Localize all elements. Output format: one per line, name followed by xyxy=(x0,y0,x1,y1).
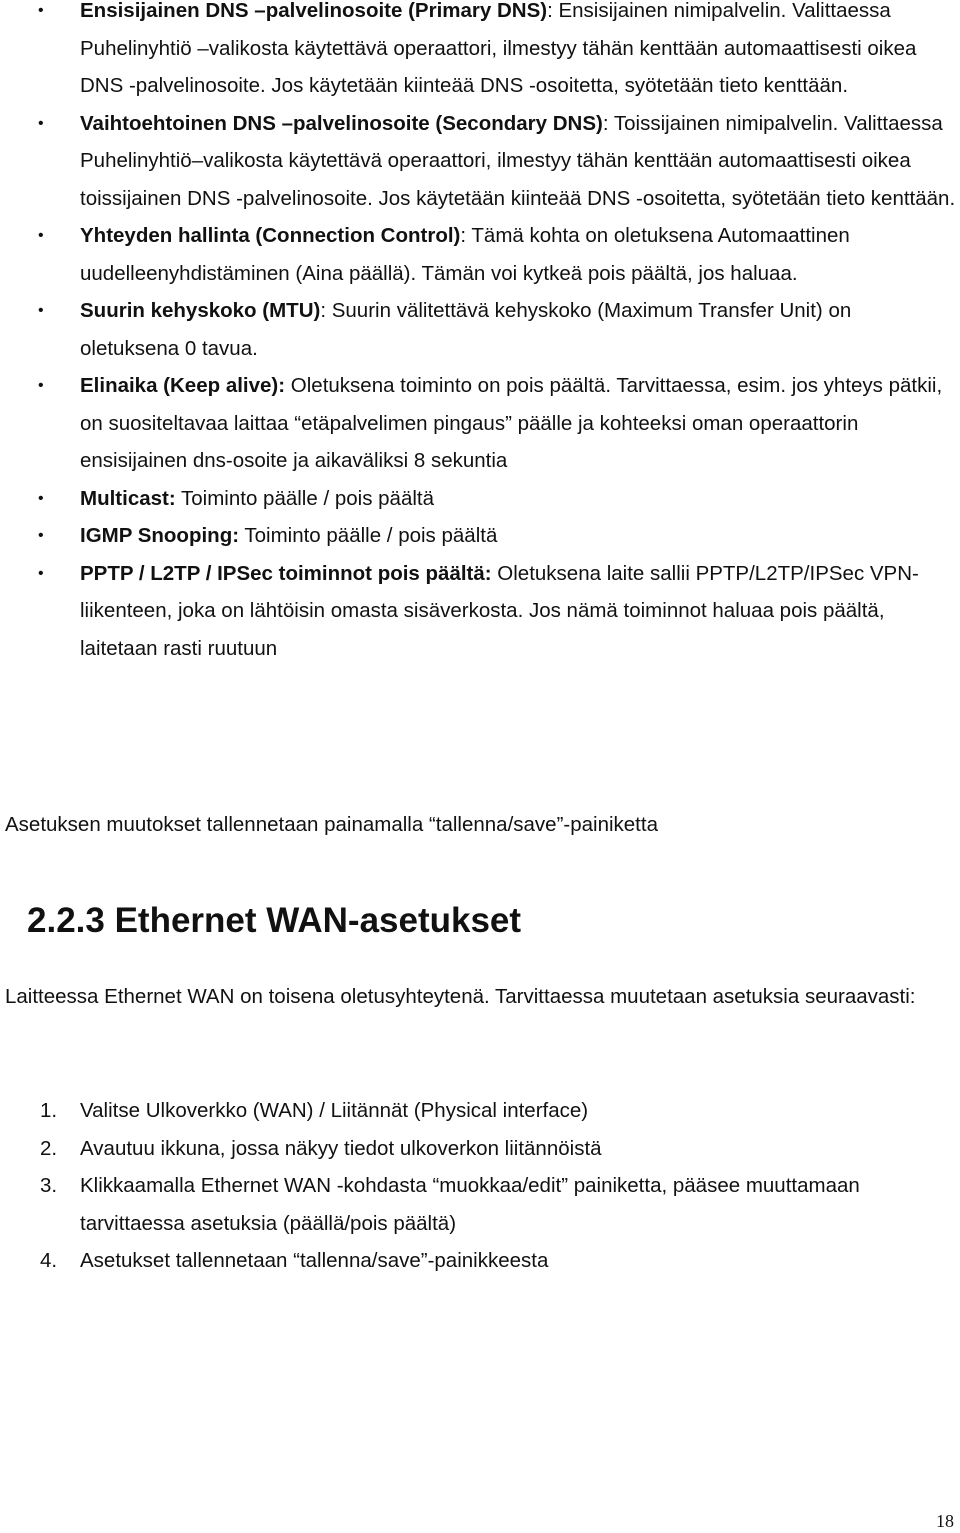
intro-paragraph: Laitteessa Ethernet WAN on toisena oletusyhteytenä. Tarvittaessa muutetaan asetuksia seuraavasti: xyxy=(5,985,916,1008)
bullet-icon: • xyxy=(38,489,44,507)
list-item xyxy=(0,0,960,105)
term-description: : Suurin välitettävä kehyskoko (Maximum Transfer Unit) on oletuksena 0 tavua. xyxy=(80,299,852,360)
list-item xyxy=(0,555,960,668)
list-item xyxy=(0,1130,960,1168)
term-label: PPTP / L2TP / IPSec toiminnot pois päältä: xyxy=(80,561,492,585)
step-number: 3. xyxy=(40,1174,58,1197)
list-item xyxy=(0,105,960,218)
step-number: 4. xyxy=(40,1249,58,1272)
page-number: 18 xyxy=(936,1511,954,1531)
bullet-icon: • xyxy=(38,564,44,582)
step-text: Valitse Ulkoverkko (WAN) / Liitännät (Physical interface) xyxy=(80,1099,589,1122)
term-label: Vaihtoehtoinen DNS –palvelinosoite (Secondary DNS) xyxy=(80,111,603,135)
section-heading: 2.2.3 Ethernet WAN-asetukset xyxy=(27,901,522,940)
list-item xyxy=(0,1092,960,1130)
step-text: Asetukset tallennetaan “tallenna/save”-painikkeesta xyxy=(80,1249,549,1272)
term-description: Oletuksena toiminto on pois päältä. Tarvittaessa, esim. jos yhteys pätkii, on suositeltavaa laittaa “etäpalvelimen pingaus” päälle ja kohteeksi oman operaattorin ensisijainen dns-osoite ja aikaväliksi 8 sekuntia xyxy=(80,374,943,472)
list-item xyxy=(0,1167,960,1242)
term-description: : Tämä kohta on oletuksena Automaattinen uudelleenyhdistäminen (Aina päällä). Tämän voi kytkeä pois päältä, jos haluaa. xyxy=(80,224,850,285)
list-item xyxy=(0,292,960,367)
bullet-icon: • xyxy=(38,2,44,19)
term-label: IGMP Snooping: xyxy=(80,524,240,547)
term-description: : Ensisijainen nimipalvelin. Valittaessa Puhelinyhtiö –valikosta käytettävä operaattori, ilmestyy tähän kenttään automaattisesti oikea DNS -palvelinosoite. Jos käytetään kiinteää DNS -osoitetta, syötetään tieto kenttään. xyxy=(80,0,917,97)
step-text: Klikkaamalla Ethernet WAN -kohdasta “muokkaa/edit” painiketta, pääsee muuttamaan tarvittaessa asetuksia (päällä/pois päältä) xyxy=(80,1174,860,1235)
list-item xyxy=(0,1242,960,1280)
save-note: Asetuksen muutokset tallennetaan painamalla “tallenna/save”-painiketta xyxy=(5,813,658,836)
term-label: Ensisijainen DNS –palvelinosoite (Primary DNS) xyxy=(80,0,548,22)
bullet-icon: • xyxy=(38,377,44,394)
list-item xyxy=(0,367,960,480)
settings-bullet-list xyxy=(0,0,960,667)
list-item xyxy=(0,517,960,555)
bullet-icon: • xyxy=(38,527,44,544)
step-number: 1. xyxy=(40,1099,58,1122)
term-description: : Toissijainen nimipalvelin. Valittaessa Puhelinyhtiö–valikosta käytettävä operaattori, ilmestyy tähän kenttään automaattisesti oikea toissijainen DNS -palvelinosoite. Jos käytetään kiinteää DNS -osoitetta, syötetään tieto kenttään. xyxy=(80,111,956,210)
steps-list xyxy=(0,1092,960,1280)
step-text: Avautuu ikkuna, jossa näkyy tiedot ulkoverkon liitännöistä xyxy=(80,1136,602,1160)
term-label: Yhteyden hallinta (Connection Control) xyxy=(80,224,461,247)
bullet-icon: • xyxy=(38,114,44,132)
term-description: Toiminto päälle / pois päältä xyxy=(175,486,434,510)
term-description: Oletuksena laite sallii PPTP/L2TP/IPSec VPN-liikenteen, joka on lähtöisin omasta sisäverkosta. Jos nämä toiminnot haluaa pois päältä, laitetaan rasti ruutuun xyxy=(80,561,919,660)
bullet-icon: • xyxy=(38,227,44,244)
step-number: 2. xyxy=(40,1136,58,1160)
bullet-icon: • xyxy=(38,302,44,319)
list-item xyxy=(0,217,960,292)
term-label: Suurin kehyskoko (MTU) xyxy=(80,299,321,322)
term-label: Elinaika (Keep alive): xyxy=(80,374,286,397)
term-description: Toiminto päälle / pois päältä xyxy=(239,524,498,547)
list-item xyxy=(0,480,960,518)
term-label: Multicast: xyxy=(80,486,176,510)
